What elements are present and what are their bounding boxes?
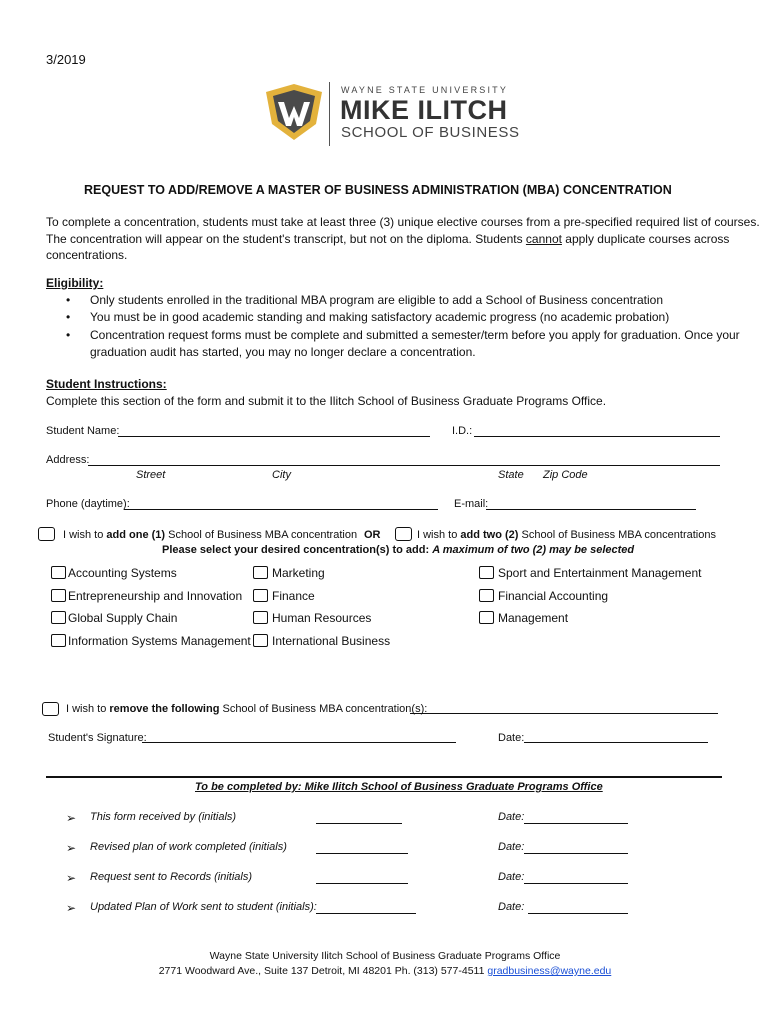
office-initials-field[interactable] [316,853,408,854]
concentration-checkbox[interactable] [51,634,66,647]
concentration-label: Global Supply Chain [68,611,178,625]
office-date-label: Date: [498,841,525,853]
logo-university-name: WAYNE STATE UNIVERSITY [341,85,509,95]
email-label: E-mail: [454,498,489,510]
remove-checkbox[interactable] [42,702,59,716]
concentration-label: Human Resources [272,611,372,625]
office-item-2: Revised plan of work completed (initials) [90,841,287,853]
select-instruction: Please select your desired concentration(s) to add: A maximum of two (2) may be selected [162,544,635,556]
wayne-state-shield-logo [262,84,326,142]
footer-email-link[interactable]: gradbusiness@wayne.edu [487,965,612,977]
concentration-label: Financial Accounting [498,589,609,603]
phone-label: Phone (daytime): [46,498,130,510]
bullet-icon: • [66,293,71,307]
add-two-checkbox[interactable] [395,527,412,541]
address-label: Address: [46,454,90,466]
arrow-bullet-icon: ➢ [66,811,77,825]
concentration-checkbox[interactable] [51,611,66,624]
concentration-label: Finance [272,589,315,603]
concentration-label: Sport and Entertainment Management [498,566,702,580]
office-date-label: Date: [498,871,525,883]
concentration-checkbox[interactable] [253,566,268,579]
arrow-bullet-icon: ➢ [66,841,77,855]
eligibility-item-3-cont: graduation audit has started, you may no longer declare a concentration. [90,345,476,359]
add-two-label: I wish to add two (2) School of Business MBA concentrations [417,529,716,541]
signature-date-field[interactable] [524,742,708,743]
signature-label: Student's Signature: [48,732,147,744]
footer-address: 2771 Woodward Ave., Suite 137 Detroit, MI 48201 Ph. (313) 577-4511 gradbusiness@wayne.edu [158,965,612,977]
or-label: OR [364,529,381,541]
id-field[interactable] [474,436,720,437]
logo-divider [329,82,330,146]
arrow-bullet-icon: ➢ [66,901,77,915]
instructions-heading: Student Instructions: [46,377,167,391]
concentration-label: Management [498,611,569,625]
arrow-bullet-icon: ➢ [66,871,77,885]
eligibility-heading: Eligibility: [46,276,104,290]
office-date-field[interactable] [528,913,628,914]
form-title: REQUEST TO ADD/REMOVE A MASTER OF BUSINESS ADMINISTRATION (MBA) CONCENTRATION [84,183,672,197]
concentration-checkbox[interactable] [253,634,268,647]
eligibility-item-2: You must be in good academic standing and making satisfactory academic progress (no academic probation) [90,310,670,324]
logo-school-of-business: SCHOOL OF BUSINESS [341,124,520,141]
concentration-checkbox[interactable] [479,566,494,579]
office-date-label: Date: [498,811,525,823]
zip-sublabel: Zip Code [543,469,588,481]
office-heading: To be completed by: Mike Ilitch School of Business Graduate Programs Office [195,781,603,793]
intro-line-1: To complete a concentration, students must take at least three (3) unique elective courses from a pre-specified required list of courses. [46,215,760,229]
city-sublabel: City [272,469,291,481]
signature-field[interactable] [142,742,456,743]
office-initials-field[interactable] [316,913,416,914]
concentration-checkbox[interactable] [253,589,268,602]
bullet-icon: • [66,310,71,324]
concentration-checkbox[interactable] [51,589,66,602]
concentration-label: Accounting Systems [68,566,177,580]
office-date-field[interactable] [524,823,628,824]
concentration-label: Information Systems Management [68,634,251,648]
remove-label: I wish to remove the following School of Business MBA concentration(s): [66,703,428,715]
remove-concentration-field[interactable] [410,713,718,714]
office-item-1: This form received by (initials) [90,811,237,823]
concentration-checkbox[interactable] [253,611,268,624]
concentration-label: Entrepreneurship and Innovation [68,589,243,603]
concentration-checkbox[interactable] [479,589,494,602]
add-one-checkbox[interactable] [38,527,55,541]
concentration-checkbox[interactable] [51,566,66,579]
office-date-label: Date: [498,901,525,913]
state-sublabel: State [498,469,524,481]
concentration-label: International Business [272,634,391,648]
intro-line-3: concentrations. [46,248,128,262]
phone-field[interactable] [124,509,438,510]
office-item-4: Updated Plan of Work sent to student (initials): [90,901,317,913]
office-initials-field[interactable] [316,823,402,824]
id-label: I.D.: [452,425,473,437]
document-date: 3/2019 [46,52,86,67]
footer-office-name: Wayne State University Ilitch School of Business Graduate Programs Office [209,950,561,962]
address-field[interactable] [88,465,720,466]
email-field[interactable] [486,509,696,510]
concentration-label: Marketing [272,566,325,580]
office-divider [46,776,722,778]
bullet-icon: • [66,328,71,342]
street-sublabel: Street [136,469,166,481]
office-date-field[interactable] [524,853,628,854]
office-initials-field[interactable] [316,883,408,884]
instructions-text: Complete this section of the form and submit it to the Ilitch School of Business Graduate Programs Office. [46,394,607,408]
intro-line-2: The concentration will appear on the student's transcript, but not on the diploma. Students cannot apply duplicate courses across [46,232,730,246]
add-one-label: I wish to add one (1) School of Business MBA concentration [63,529,358,541]
concentration-checkbox[interactable] [479,611,494,624]
logo-mike-ilitch: MIKE ILITCH [340,95,508,125]
eligibility-item-3: Concentration request forms must be complete and submitted a semester/term before you apply for graduation. Once your [90,328,740,342]
student-name-label: Student Name: [46,425,120,437]
office-date-field[interactable] [524,883,628,884]
eligibility-item-1: Only students enrolled in the traditional MBA program are eligible to add a School of Business concentration [90,293,663,307]
student-name-field[interactable] [118,436,430,437]
signature-date-label: Date: [498,732,525,744]
office-item-3: Request sent to Records (initials) [90,871,253,883]
